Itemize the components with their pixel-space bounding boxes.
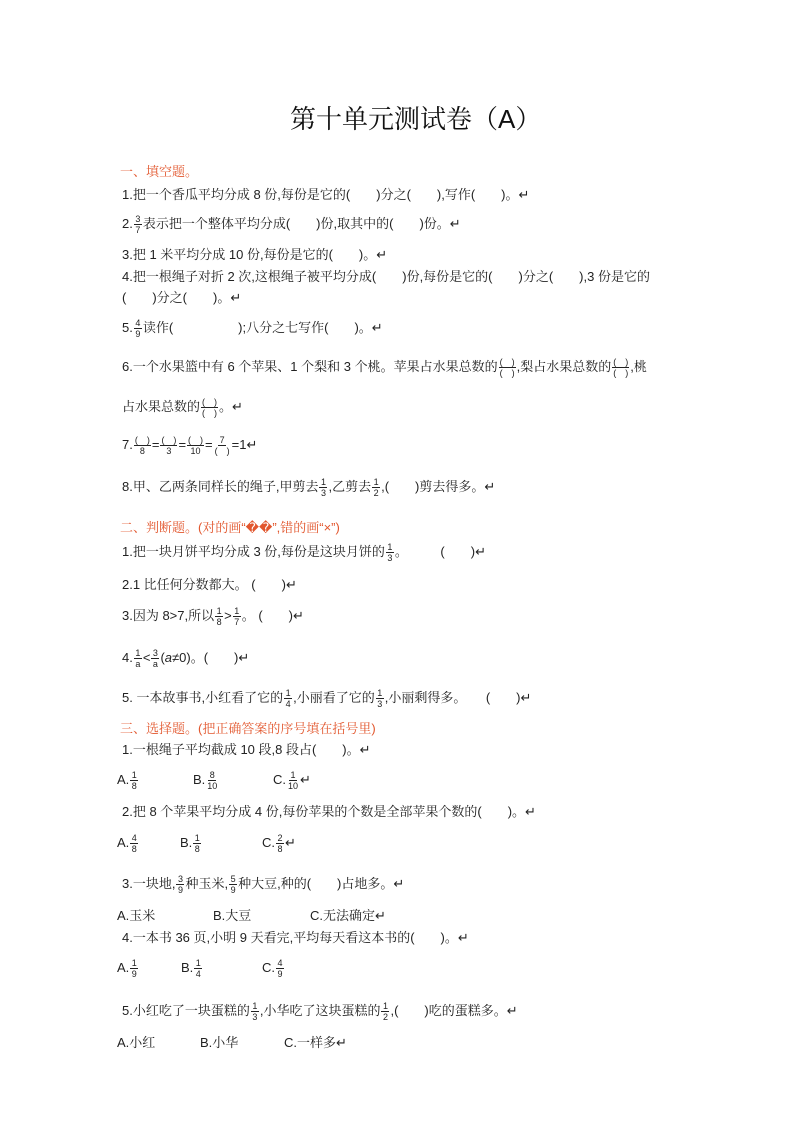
fraction (201, 397, 218, 418)
answer-option (310, 908, 386, 924)
text-run: 4.一本书 36 页,小明 9 天看完,平均每天看这本书的( )。↵ (122, 930, 469, 945)
text-run: 1.一根绳子平均截成 10 段,8 段占( )。↵ (122, 742, 371, 757)
fraction-denominator: 10 (190, 445, 201, 456)
text-run: 3.因为 8>7,所以 (122, 608, 215, 623)
section-heading: 三、选择题。(把正确答案的序号填在括号里) (120, 721, 376, 736)
text-run: 。↵ (219, 399, 243, 414)
fraction-numerator: 3 (152, 647, 158, 658)
text-run: 5.小红吃了一块蛋糕的 (122, 1003, 250, 1018)
text-run: 。 ( )↵ (394, 544, 486, 559)
fraction-numerator: 5 (230, 873, 236, 884)
fraction-denominator: 3 (320, 487, 326, 498)
question-text (122, 647, 250, 669)
fraction-denominator: 2 (382, 1011, 388, 1022)
text-run: C. (273, 772, 286, 787)
page-title: 第十单元测试卷（A） (290, 104, 542, 134)
text-run: C.一样多↵ (284, 1035, 347, 1050)
text-run: 8.甲、乙两条同样长的绳子,甲剪去 (122, 479, 319, 494)
text-run: = (205, 437, 213, 452)
text-run: 表示把一个整体平均分成( )份,取其中的( )份。↵ (142, 216, 461, 231)
answer-option (181, 957, 203, 979)
text-run: 读作( );八分之七写作( )。↵ (142, 320, 383, 335)
fraction (276, 833, 284, 854)
fraction (381, 1001, 389, 1022)
question-text-continued (122, 290, 241, 306)
text-run: C. (262, 835, 275, 850)
fraction-denominator: 10 (207, 780, 218, 791)
fraction-numerator: 1 (285, 687, 291, 698)
fraction (376, 688, 384, 709)
question-text (122, 873, 405, 895)
answer-option (180, 832, 202, 854)
fraction (130, 770, 138, 791)
fraction (130, 958, 138, 979)
text-run: C.无法确定↵ (310, 908, 386, 923)
answer-option (200, 1035, 238, 1051)
answer-option (117, 1035, 155, 1051)
text-run: 5. (122, 320, 133, 335)
fraction-numerator: 1 (195, 957, 201, 968)
text-run: B.大豆 (213, 908, 252, 923)
question-text (122, 605, 304, 627)
fraction (499, 357, 516, 378)
fraction-numerator: 1 (387, 541, 393, 552)
fraction (151, 648, 159, 669)
text-run: = (151, 437, 160, 452)
fraction-denominator: 8 (131, 780, 137, 791)
text-run: ↵ (285, 835, 296, 850)
fraction-numerator: 1 (131, 957, 137, 968)
text-run: A. (117, 960, 130, 975)
fraction-denominator: 3 (387, 552, 393, 563)
fraction-numerator: 1 (252, 1000, 258, 1011)
fraction (386, 542, 394, 563)
text-run: 1.把一个香瓜平均分成 8 份,每份是它的( )分之( ),写作( )。↵ (122, 187, 530, 202)
question-text (122, 577, 297, 593)
question-text (122, 804, 536, 820)
fraction-numerator: 1 (131, 769, 137, 780)
answer-option (273, 769, 311, 791)
fraction-denominator: 8 (131, 843, 137, 854)
text-run: 6.一个水果篮中有 6 个苹果、1 个梨和 3 个桃。苹果占水果总数的 (122, 359, 498, 374)
answer-option (117, 957, 139, 979)
text-run: ,桃 (630, 359, 647, 374)
text-run: C. (262, 960, 275, 975)
text-run: 2. (122, 216, 133, 231)
text-run: ( (160, 650, 165, 665)
text-run: = (178, 437, 187, 452)
answer-option (262, 957, 285, 979)
fraction-denominator: 10 (288, 780, 299, 791)
text-run: B. (181, 960, 194, 975)
text-run: 4.把一根绳子对折 2 次,这根绳子被平均分成( )份,每份是它的( )分之( ),3 份是它的 (122, 269, 650, 284)
fraction-numerator: 1 (234, 605, 240, 616)
answer-option (117, 769, 139, 791)
question-text (122, 187, 529, 203)
fraction (187, 435, 204, 456)
fraction-denominator: 7 (135, 224, 141, 235)
fraction-numerator: 4 (277, 957, 283, 968)
fraction (233, 606, 241, 627)
fraction (160, 435, 177, 456)
fraction-denominator: 9 (277, 968, 283, 979)
fraction-denominator: 9 (131, 968, 137, 979)
fraction (134, 648, 142, 669)
question-text (122, 269, 650, 285)
fraction-numerator: ( ) (134, 434, 150, 445)
text-run: 占水果总数的 (122, 399, 201, 414)
fraction-denominator: 8 (277, 843, 283, 854)
fraction-numerator: 1 (290, 769, 296, 780)
question-text-continued (122, 396, 243, 418)
fraction-numerator: 8 (209, 769, 215, 780)
fraction-numerator: ( ) (161, 434, 177, 445)
fraction (134, 435, 151, 456)
fraction-numerator: 4 (135, 317, 141, 328)
fraction-denominator: 3 (377, 698, 383, 709)
fraction (287, 770, 299, 791)
text-run: 。 ( )↵ (241, 608, 304, 623)
text-run: ,梨占水果总数的 (516, 359, 612, 374)
text-run: ( )分之( )。↵ (122, 290, 242, 305)
answer-option (213, 908, 251, 924)
text-run: ,小华吃了这块蛋糕的 (259, 1003, 381, 1018)
fraction-numerator: ( ) (613, 356, 629, 367)
text-run: 2.1 比任何分数都大。 ( )↵ (122, 577, 297, 592)
fraction-numerator: 1 (194, 832, 200, 843)
fraction-denominator: 2 (373, 487, 379, 498)
fraction-numerator: 1 (377, 687, 383, 698)
question-text (122, 476, 496, 498)
math-variable: a (164, 650, 173, 665)
fraction (612, 357, 629, 378)
fraction (215, 606, 223, 627)
fraction (194, 958, 202, 979)
fraction-denominator: 3 (166, 445, 172, 456)
text-run: B. (193, 772, 206, 787)
fraction-numerator: 1 (216, 605, 222, 616)
text-run: ≠0)。( )↵ (172, 650, 250, 665)
question-text (122, 356, 647, 378)
fraction-denominator: ( ) (499, 367, 515, 378)
fraction-denominator: 7 (234, 616, 240, 627)
text-run: 5. 一本故事书,小红看了它的 (122, 690, 284, 705)
fraction-numerator: 3 (177, 873, 183, 884)
text-run: 2.把 8 个苹果平均分成 4 份,每份苹果的个数是全部苹果个数的( )。↵ (122, 804, 536, 819)
text-run: < (142, 650, 151, 665)
question-text (122, 434, 258, 456)
fraction (206, 770, 218, 791)
fraction (229, 874, 237, 895)
question-text (122, 1000, 518, 1022)
fraction-numerator: 1 (135, 647, 141, 658)
text-run: A.小红 (117, 1035, 156, 1050)
answer-option (262, 832, 296, 854)
fraction-denominator: ( ) (613, 367, 629, 378)
fraction-numerator: ( ) (188, 434, 204, 445)
fraction-numerator: 2 (277, 832, 283, 843)
question-text (122, 317, 383, 339)
fraction-numerator: 1 (382, 1000, 388, 1011)
question-text (122, 930, 469, 946)
fraction-numerator: ( ) (202, 396, 218, 407)
fraction (251, 1001, 259, 1022)
fraction (134, 214, 142, 235)
question-text (122, 742, 371, 758)
fraction (276, 958, 284, 979)
text-run: A. (117, 772, 130, 787)
fraction-numerator: 1 (373, 476, 379, 487)
text-run: A.玉米 (117, 908, 156, 923)
fraction-denominator: 3 (252, 1011, 258, 1022)
fraction-numerator: 4 (131, 832, 137, 843)
question-text (122, 541, 486, 563)
text-run: ,( )剪去得多。↵ (381, 479, 496, 494)
fraction-denominator: ( ) (202, 407, 218, 418)
text-run: 3.把 1 米平均分成 10 份,每份是它的( )。↵ (122, 247, 388, 262)
text-run: 3.一块地, (122, 876, 176, 891)
fraction-denominator: 4 (195, 968, 201, 979)
fraction-numerator: 1 (320, 476, 326, 487)
fraction (284, 688, 292, 709)
fraction-denominator: 9 (177, 884, 183, 895)
fraction (193, 833, 201, 854)
fraction-denominator: a (135, 658, 141, 669)
answer-option (117, 908, 155, 924)
fraction-denominator: 9 (230, 884, 236, 895)
question-text (122, 213, 461, 235)
text-run: > (224, 608, 232, 623)
text-run: ,( )吃的蛋糕多。↵ (390, 1003, 518, 1018)
fraction-numerator: ( ) (499, 356, 515, 367)
text-run: 种大豆,种的( )占地多。↵ (238, 876, 405, 891)
fraction-denominator: 9 (135, 328, 141, 339)
fraction-numerator: 3 (135, 213, 141, 224)
fraction-denominator: a (152, 658, 158, 669)
answer-option (193, 769, 219, 791)
text-run: ,小丽看了它的 (293, 690, 375, 705)
section-heading: 一、填空题。 (120, 164, 199, 179)
fraction (372, 477, 380, 498)
text-run: 种玉米, (185, 876, 229, 891)
text-run: =1↵ (231, 437, 258, 452)
fraction (130, 833, 138, 854)
answer-option (284, 1035, 347, 1051)
text-run: 1.把一块月饼平均分成 3 份,每份是这块月饼的 (122, 544, 385, 559)
text-run: ,乙剪去 (328, 479, 372, 494)
question-text (122, 687, 532, 709)
text-run: B. (180, 835, 193, 850)
fraction-denominator: ( ) (214, 445, 230, 456)
fraction (319, 477, 327, 498)
text-run: A. (117, 835, 130, 850)
fraction-denominator: 4 (285, 698, 291, 709)
text-run: 4. (122, 650, 133, 665)
text-run: B.小华 (200, 1035, 239, 1050)
text-run: ,小丽剩得多。 ( )↵ (384, 690, 532, 705)
text-run: ↵ (300, 772, 311, 787)
fraction (134, 318, 142, 339)
section-heading: 二、判断题。(对的画“��”,错的画“×”) (120, 520, 340, 535)
answer-option (117, 832, 139, 854)
fraction-denominator: 8 (139, 445, 145, 456)
fraction (176, 874, 184, 895)
fraction-denominator: 8 (216, 616, 222, 627)
question-text (122, 247, 387, 263)
text-run: 7. (122, 437, 133, 452)
fraction-numerator: 7 (219, 434, 225, 445)
fraction (214, 435, 231, 456)
fraction-denominator: 8 (194, 843, 200, 854)
